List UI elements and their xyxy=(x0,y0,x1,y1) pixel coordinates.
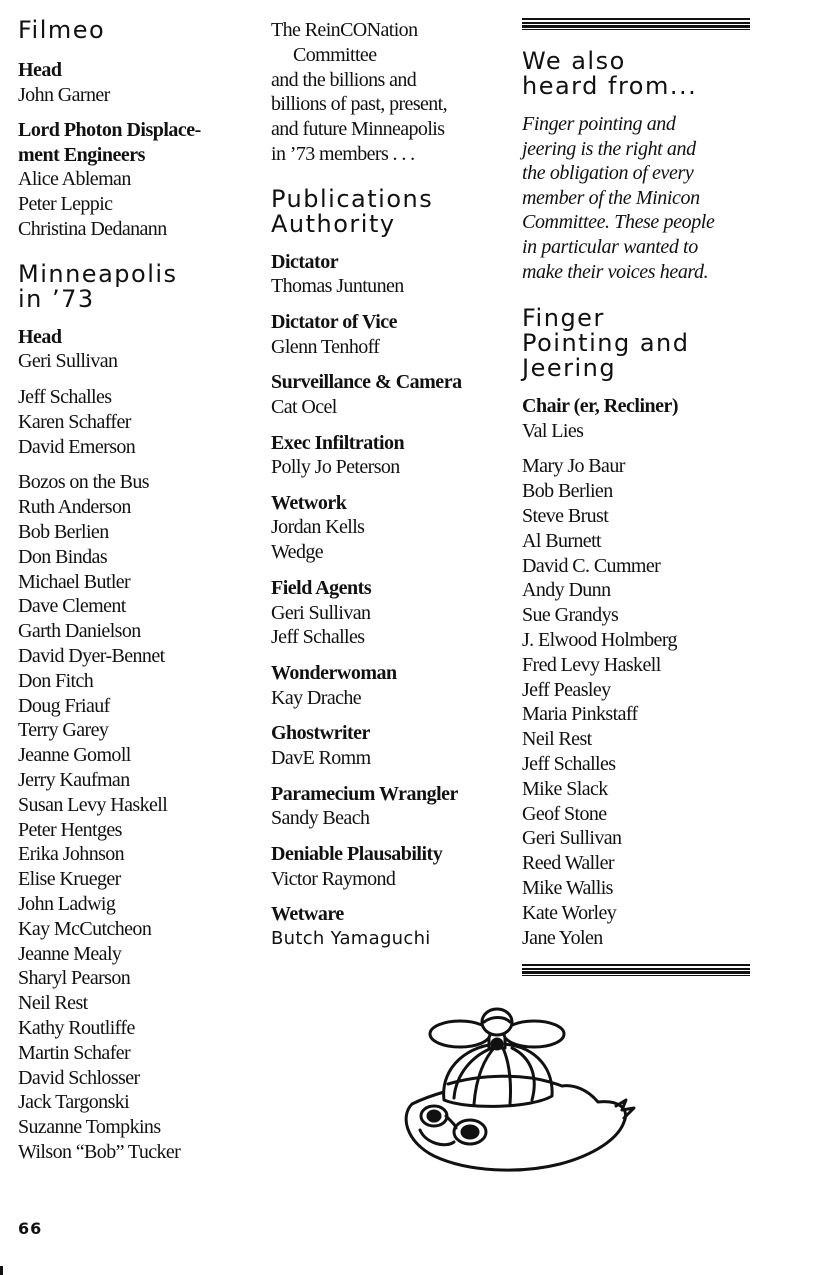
role-exec-infiltration: Exec Infiltration xyxy=(271,431,405,454)
list-item: Geri Sullivan xyxy=(522,827,622,850)
role-wonderwoman: Wonderwoman xyxy=(271,662,397,685)
role-lpde-line-2: ment Engineers xyxy=(18,143,145,166)
section-title-heard-line-1: We also xyxy=(522,47,626,75)
list-item: Doug Friauf xyxy=(18,694,110,717)
list-item: Neil Rest xyxy=(18,992,88,1015)
intro-line: The ReinCONation xyxy=(271,19,418,41)
column-left xyxy=(18,18,258,1165)
section-title-finger-line-3: Jeering xyxy=(522,354,617,383)
list-item: Steve Brust xyxy=(522,505,609,528)
role-head: Head xyxy=(18,59,62,81)
list-item: Jack Targonski xyxy=(18,1091,130,1114)
list-item: Jeff Peasley xyxy=(522,678,611,701)
role-field-agents: Field Agents xyxy=(271,577,372,600)
list-item: Geof Stone xyxy=(522,802,607,825)
section-title-finger-line-1: Finger xyxy=(522,304,605,333)
section-title-heard-line-2: heard from... xyxy=(522,72,698,100)
name-line: Victor Raymond xyxy=(271,867,396,890)
list-item: Kathy Routliffe xyxy=(18,1016,135,1039)
intro-line: and future Minneapolis xyxy=(271,118,445,141)
rule-top xyxy=(522,18,750,30)
role-paramecium-wrangler: Paramecium Wrangler xyxy=(271,782,458,805)
column-right xyxy=(522,18,757,976)
name-line: Alice Ableman xyxy=(18,168,131,191)
name-line: DavE Romm xyxy=(271,746,371,769)
list-item: Susan Levy Haskell xyxy=(18,793,168,816)
intro-line: Committee xyxy=(293,43,377,66)
list-item: Mike Wallis xyxy=(522,877,613,899)
list-item: Kay McCutcheon xyxy=(18,917,152,940)
role-surveillance-camera: Surveillance & Camera xyxy=(271,371,462,394)
name-list-finger xyxy=(522,454,757,950)
paragraph-line: Committee. These people xyxy=(522,211,715,234)
rule-bottom xyxy=(522,964,750,976)
name-line: Jordan Kells xyxy=(271,516,365,539)
section-title-minneapolis-line-2: in ’73 xyxy=(18,284,95,313)
name-line: Wedge xyxy=(271,541,324,564)
list-item: Terry Garey xyxy=(18,719,109,742)
list-item: Peter Hentges xyxy=(18,818,122,841)
name-line: Geri Sullivan xyxy=(18,350,118,373)
column-middle xyxy=(271,18,511,952)
list-item: Bob Berlien xyxy=(18,520,109,543)
paragraph-line: in particular wanted to xyxy=(522,235,698,258)
list-item: Kate Worley xyxy=(522,901,617,924)
paragraph-line: the obligation of every xyxy=(522,162,694,185)
role-dictator: Dictator xyxy=(271,250,339,273)
list-item: Michael Butler xyxy=(18,570,131,593)
list-item: Mike Slack xyxy=(522,777,608,800)
role-wetwork: Wetwork xyxy=(271,491,347,514)
name-line: Christina Dedanann xyxy=(18,217,167,240)
list-item: Neil Rest xyxy=(522,728,592,751)
list-item: David Schlosser xyxy=(18,1066,140,1089)
scan-mark xyxy=(0,1266,3,1275)
role-chair: Chair (er, Recliner) xyxy=(522,395,679,418)
role-head: Head xyxy=(18,325,62,348)
name-line: Peter Leppic xyxy=(18,193,113,216)
name-line: Butch Yamaguchi xyxy=(271,927,431,949)
list-item: Garth Danielson xyxy=(18,620,141,643)
name-line: Thomas Juntunen xyxy=(271,275,404,298)
name-line: Polly Jo Peterson xyxy=(271,456,400,479)
paragraph-line: jeering is the right and xyxy=(522,137,696,160)
list-item: Suzanne Tompkins xyxy=(18,1116,161,1139)
list-item: Bozos on the Bus xyxy=(18,471,149,494)
section-title-publications-line-1: Publications xyxy=(271,184,434,213)
propeller-beanie-hat-icon xyxy=(392,1004,642,1174)
list-item: Elise Krueger xyxy=(18,868,121,891)
list-item: J. Elwood Holmberg xyxy=(522,629,677,652)
name-line: Jeff Schalles xyxy=(271,626,365,649)
role-dictator-of-vice: Dictator of Vice xyxy=(271,311,398,334)
name-line: Glenn Tenhoff xyxy=(271,335,380,358)
list-item: David C. Cummer xyxy=(522,554,661,577)
list-item: Ruth Anderson xyxy=(18,496,131,519)
role-deniable-plausability: Deniable Plausability xyxy=(271,843,443,866)
section-title-minneapolis-line-1: Minneapolis xyxy=(18,259,178,288)
role-lpde-line-1: Lord Photon Displace- xyxy=(18,119,201,142)
list-item: Jeff Schalles xyxy=(18,385,112,408)
page-number: 66 xyxy=(18,1219,43,1238)
role-wetware: Wetware xyxy=(271,903,344,926)
section-title-finger-line-2: Pointing and xyxy=(522,329,690,358)
list-item: Mary Jo Baur xyxy=(522,455,625,478)
section-title-filmeo: Filmeo xyxy=(18,16,106,44)
list-item: Wilson “Bob” Tucker xyxy=(18,1140,181,1163)
name-line: John Garner xyxy=(18,83,110,106)
list-item: Dave Clement xyxy=(18,595,126,618)
heard-paragraph xyxy=(522,112,757,284)
list-item: Andy Dunn xyxy=(522,579,611,602)
name-list-group-a xyxy=(18,385,258,459)
list-item: Jeff Schalles xyxy=(522,753,616,776)
intro-line: and the billions and xyxy=(271,68,417,91)
list-item: David Dyer-Bennet xyxy=(18,644,165,667)
section-title-publications-line-2: Authority xyxy=(271,209,396,238)
list-item: John Ladwig xyxy=(18,892,116,915)
name-line: Geri Sullivan xyxy=(271,601,371,624)
name-line: Val Lies xyxy=(522,419,584,442)
name-line: Kay Drache xyxy=(271,686,362,709)
name-line: Cat Ocel xyxy=(271,395,337,418)
role-ghostwriter: Ghostwriter xyxy=(271,722,370,745)
list-item: Bob Berlien xyxy=(522,480,613,503)
list-item: Al Burnett xyxy=(522,529,601,552)
list-item: Jane Yolen xyxy=(522,926,603,949)
list-item: Sue Grandys xyxy=(522,604,619,627)
name-list-group-b xyxy=(18,470,258,1164)
list-item: David Emerson xyxy=(18,435,136,458)
list-item: Karen Schaffer xyxy=(18,410,131,433)
list-item: Erika Johnson xyxy=(18,843,125,866)
name-line: Sandy Beach xyxy=(271,807,370,830)
list-item: Martin Schafer xyxy=(18,1041,131,1064)
list-item: Fred Levy Haskell xyxy=(522,653,661,676)
intro-text xyxy=(271,18,511,167)
paragraph-line: Finger pointing and xyxy=(522,113,676,135)
intro-line: billions of past, present, xyxy=(271,93,448,116)
list-item: Jerry Kaufman xyxy=(18,768,130,791)
list-item: Sharyl Pearson xyxy=(18,967,131,990)
paragraph-line: member of the Minicon xyxy=(522,186,700,209)
list-item: Reed Waller xyxy=(522,852,614,875)
intro-line: in ’73 members . . . xyxy=(271,142,415,165)
paragraph-line: make their voices heard. xyxy=(522,260,709,283)
list-item: Don Bindas xyxy=(18,545,108,568)
list-item: Don Fitch xyxy=(18,669,94,692)
list-item: Maria Pinkstaff xyxy=(522,703,638,726)
list-item: Jeanne Gomoll xyxy=(18,744,131,767)
list-item: Jeanne Mealy xyxy=(18,942,122,965)
